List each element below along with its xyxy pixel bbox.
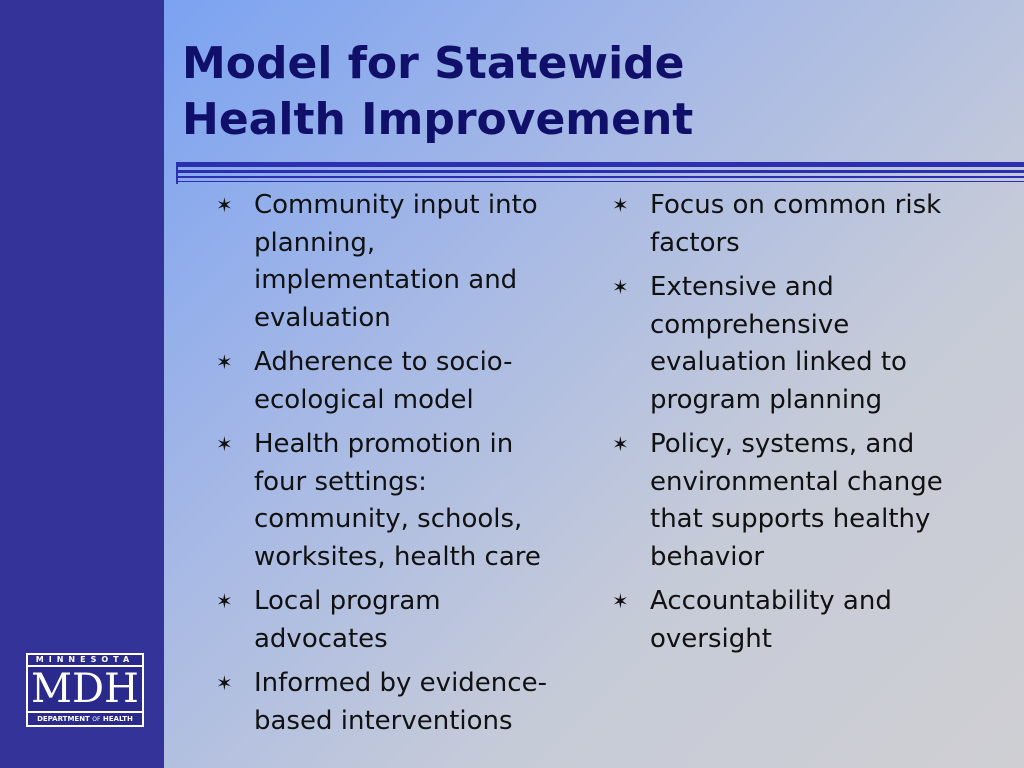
list-item (216, 583, 566, 658)
star-bullet-icon: ✶ (612, 432, 629, 456)
list-item (612, 426, 972, 576)
list-item-text: Adherence to socio-ecological model (254, 347, 513, 415)
right-bullet-list (612, 187, 972, 665)
divider-tick (176, 162, 178, 184)
list-item (612, 583, 972, 658)
list-item-text: Accountability and oversight (650, 586, 892, 654)
divider-line-1 (176, 162, 1024, 167)
list-item-text: Extensive and comprehensive evaluation linked to program planning (650, 272, 907, 415)
logo-department (28, 713, 142, 725)
star-bullet-icon: ✶ (612, 589, 629, 613)
logo-state-name: MINNESOTA (28, 655, 142, 665)
list-item (216, 187, 566, 337)
list-item-text: Community input into planning, implementation and evaluation (254, 190, 538, 333)
list-item-text: Focus on common risk factors (650, 190, 942, 258)
list-item (216, 665, 566, 740)
list-item-text: Informed by evidence-based interventions (254, 668, 547, 736)
divider-line-4 (176, 181, 1024, 182)
title-divider (176, 162, 1024, 184)
mdh-logo (26, 653, 144, 727)
star-bullet-icon: ✶ (216, 432, 233, 456)
star-bullet-icon: ✶ (216, 193, 233, 217)
list-item (612, 187, 972, 262)
logo-department-word: DEPARTMENT (37, 715, 90, 723)
divider-line-2 (176, 170, 1024, 173)
list-item (216, 426, 566, 576)
star-bullet-icon: ✶ (216, 671, 233, 695)
star-bullet-icon: ✶ (612, 193, 629, 217)
list-item-text: Policy, systems, and environmental change that supports healthy behavior (650, 429, 943, 572)
slide-title-line-2: Health Improvement (182, 94, 694, 145)
star-bullet-icon: ✶ (612, 275, 629, 299)
list-item-text: Health promotion in four settings: community, schools, worksites, health care (254, 429, 541, 572)
star-bullet-icon: ✶ (216, 350, 233, 374)
logo-acronym: MDH (28, 667, 142, 711)
list-item-text: Local program advocates (254, 586, 441, 654)
list-item (612, 269, 972, 419)
list-item (216, 344, 566, 419)
logo-health-word: HEALTH (102, 715, 133, 723)
logo-of-word: OF (92, 716, 101, 723)
slide-title-line-1: Model for Statewide (182, 38, 685, 89)
divider-line-3 (176, 176, 1024, 178)
slide-title (182, 36, 693, 148)
star-bullet-icon: ✶ (216, 589, 233, 613)
left-bullet-list (216, 187, 566, 747)
